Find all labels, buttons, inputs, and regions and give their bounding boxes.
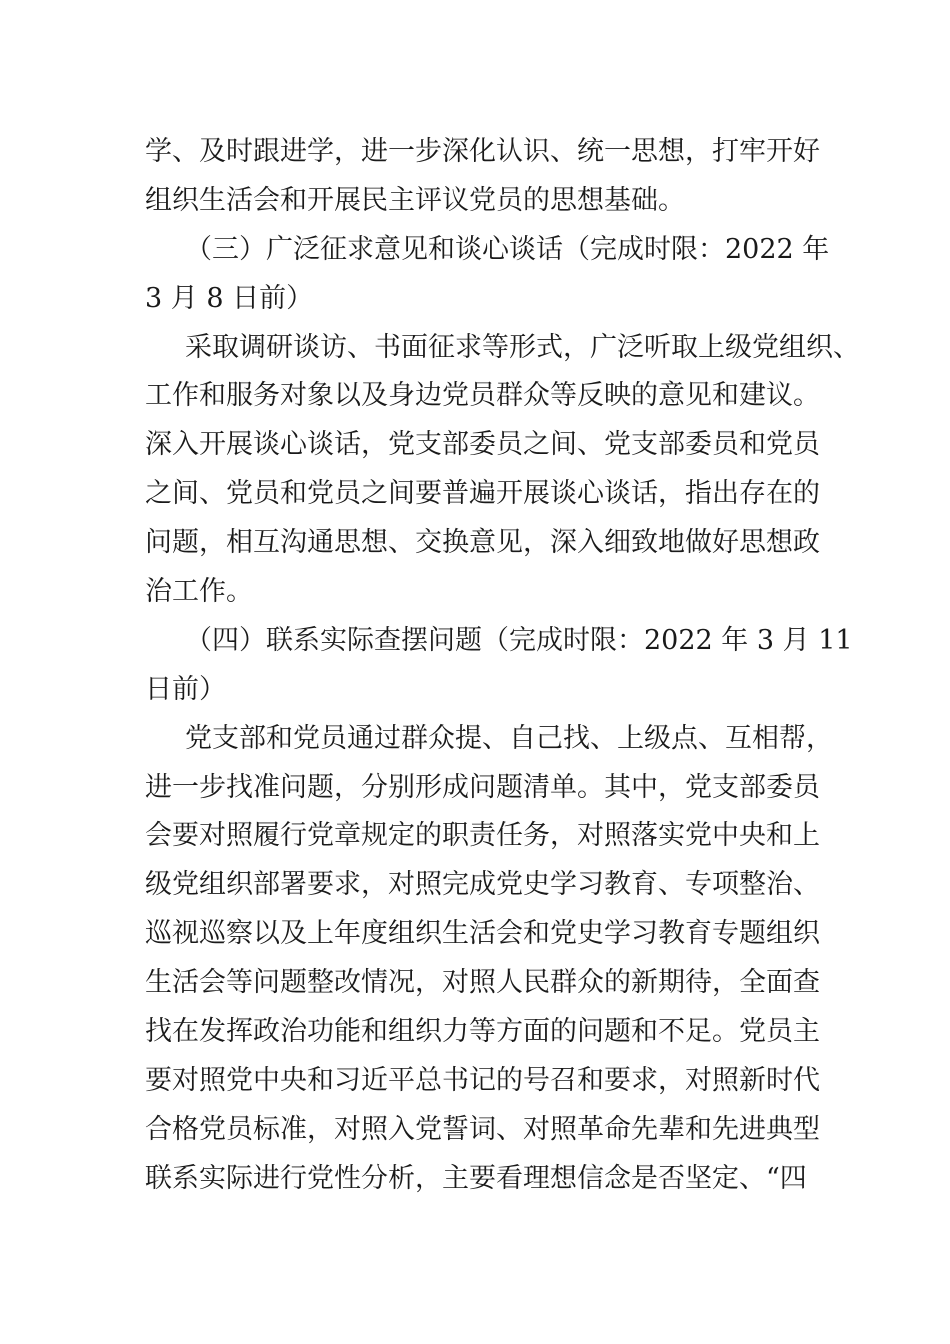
paragraph-start: 采取调研谈访、书面征求等形式，广泛听取上级党组织、 <box>185 331 860 363</box>
text-line: 联系实际进行党性分析，主要看理想信念是否坚定、“四 <box>145 1162 807 1194</box>
text-line: 组织生活会和开展民主评议党员的思想基础。 <box>145 184 685 216</box>
text-line: 之间、党员和党员之间要普遍开展谈心谈话，指出存在的 <box>145 478 820 510</box>
text-line: 进一步找准问题，分别形成问题清单。其中，党支部委员 <box>145 771 820 803</box>
text-line: 生活会等问题整改情况，对照人民群众的新期待，全面查 <box>145 967 820 999</box>
text-line: 要对照党中央和习近平总书记的号召和要求，对照新时代 <box>145 1064 820 1096</box>
text-line: 学、及时跟进学，进一步深化认识、统一思想，打牢开好 <box>145 136 820 167</box>
text-line: 深入开展谈心谈话，党支部委员之间、党支部委员和党员 <box>145 429 820 461</box>
body-text <box>145 128 860 1204</box>
text-line: 问题，相互沟通思想、交换意见，深入细致地做好思想政 <box>145 527 820 559</box>
text-line: 治工作。 <box>145 576 253 608</box>
text-line: 会要对照履行党章规定的职责任务，对照落实党中央和上 <box>145 820 820 852</box>
text-line: 级党组织部署要求，对照完成党史学习教育、专项整治、 <box>145 869 820 901</box>
section-heading-3-cont: 3 月 8 日前） <box>145 282 314 314</box>
text-line: 工作和服务对象以及身边党员群众等反映的意见和建议。 <box>145 380 820 412</box>
section-heading-4-cont: 日前） <box>145 673 226 705</box>
text-line: 巡视巡察以及上年度组织生活会和党史学习教育专题组织 <box>145 918 820 950</box>
section-heading-4: （四）联系实际查摆问题（完成时限：2022 年 3 月 11 <box>185 624 853 656</box>
text-line: 找在发挥政治功能和组织力等方面的问题和不足。党员主 <box>145 1016 820 1048</box>
text-line: 合格党员标准，对照入党誓词、对照革命先辈和先进典型 <box>145 1113 820 1145</box>
section-heading-3: （三）广泛征求意见和谈心谈话（完成时限：2022 年 <box>185 233 830 265</box>
paragraph-start: 党支部和党员通过群众提、自己找、上级点、互相帮， <box>185 722 833 754</box>
